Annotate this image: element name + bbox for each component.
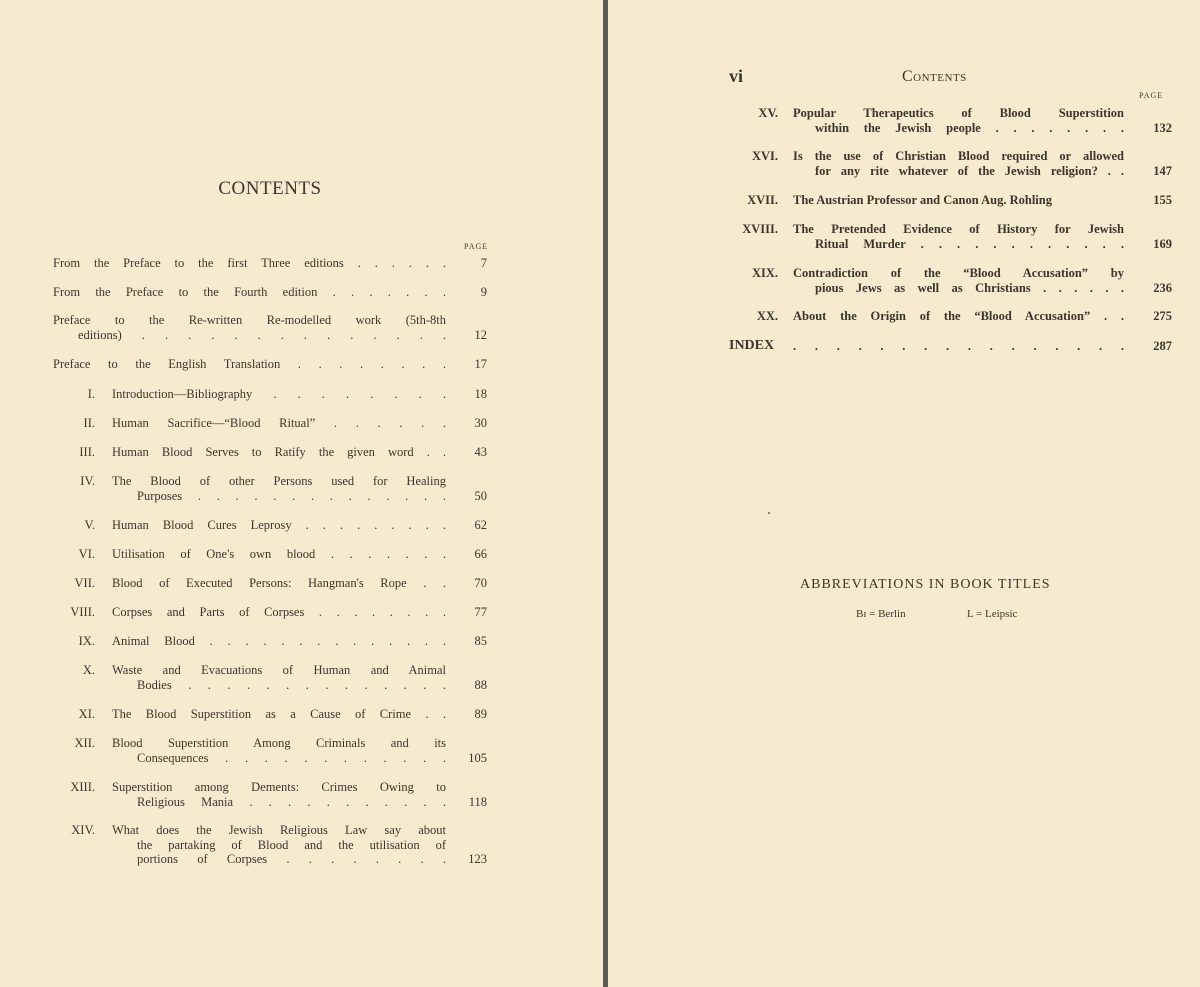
title-line: pious Jews as well as Christians . . . . . . [815,280,1124,295]
chapter-number: XIX. [751,266,778,280]
title-line: Preface to the Re-written Re-modelled work (5th-8th [53,313,446,327]
page-number-ref: 7 [480,256,487,270]
page-number-ref: 275 [1153,309,1172,323]
chapter-number: INDEX [729,338,775,353]
chapter-number: VII. [74,576,95,590]
title-line: The Austrian Professor and Canon Aug. Rohling [793,193,1052,207]
title-line: Animal Blood . . . . . . . . . . . . . . [112,634,446,648]
page-number-ref: 89 [474,707,487,721]
chapter-title [112,416,446,431]
page-column-label: PAGE [464,242,489,251]
chapter-title [112,576,446,591]
title-line: Ritual Murder . . . . . . . . . . . . [815,236,1124,251]
chapter-number: IX. [78,634,95,648]
page-number-ref: 43 [474,445,487,459]
page-column-label: PAGE [1139,91,1164,100]
title-line: Human Blood Serves to Ratify the given word . . [112,445,446,459]
page-number-ref: 18 [474,387,487,401]
chapter-number: I. [87,387,95,401]
title-line: Religious Mania . . . . . . . . . . . [137,794,446,809]
title-line: Human Blood Cures Leprosy . . . . . . . . . [112,518,446,532]
page-number-ref: 287 [1153,339,1172,353]
title-line: Waste and Evacuations of Human and Animal [112,663,446,677]
page-number-ref: 236 [1153,280,1172,295]
print-speck [768,512,770,514]
title-line: Blood Superstition Among Criminals and its [112,736,446,750]
page-number-ref: 123 [468,852,487,867]
page-number-ref: 12 [474,327,487,342]
chapter-title [112,518,446,533]
chapter-title [53,313,446,342]
chapter-title [793,266,1124,295]
title-line: From the Preface to the Fourth edition . . . . . . . [53,285,446,299]
page-number-ref: 9 [480,285,487,299]
title-line: Superstition among Dements: Crimes Owing to [112,780,446,794]
chapter-title [53,256,446,271]
chapter-number: XII. [74,736,95,750]
title-line: Bodies . . . . . . . . . . . . . . [137,677,446,692]
contents-heading: CONTENTS [218,178,322,199]
abbreviations-heading: ABBREVIATIONS IN BOOK TITLES [800,577,1051,592]
chapter-title [112,707,446,722]
chapter-title [112,605,446,620]
chapter-number: VI. [78,547,95,561]
page-number-ref: 132 [1153,120,1172,135]
page-number-ref: 147 [1153,163,1172,178]
title-line: What does the Jewish Religious Law say about [112,823,446,837]
title-line: The Blood Superstition as a Cause of Crime . . [112,707,446,721]
chapter-number: XIII. [70,780,95,794]
abbreviation-item: L = Leipsic [967,608,1018,620]
running-head: Contents [902,68,967,85]
title-line: . . . . . . . . . . . . . . . . [793,339,1124,353]
chapter-number: IV. [80,474,95,488]
title-line: portions of Corpses . . . . . . . . [137,852,446,867]
chapter-title [112,547,446,562]
title-line: editions) . . . . . . . . . . . . . . [78,327,446,342]
chapter-title [793,309,1124,324]
page-number-ref: 88 [474,677,487,692]
chapter-title [793,106,1124,135]
chapter-title [793,222,1124,251]
chapter-title [793,149,1124,178]
title-line: for any rite whatever of the Jewish religion? . . [815,163,1124,178]
chapter-number: XI. [78,707,95,721]
chapter-number: VIII. [70,605,95,619]
chapter-number: III. [79,445,95,459]
chapter-title [112,823,446,867]
title-line: Corpses and Parts of Corpses . . . . . . . . [112,605,446,619]
title-line: Utilisation of One's own blood . . . . . . . [112,547,446,561]
title-line: From the Preface to the first Three editions . . . . . . [53,256,446,270]
chapter-number: V. [84,518,95,532]
chapter-title [112,663,446,692]
chapter-number: XX. [756,309,778,323]
title-line: Introduction—Bibliography . . . . . . . . [112,387,446,401]
chapter-number: XVI. [751,149,778,163]
page-number-ref: 105 [468,750,487,765]
page-number-ref: 118 [468,794,487,809]
chapter-number: XVII. [747,193,778,207]
page-number-ref: 50 [474,488,487,503]
title-line: About the Origin of the “Blood Accusation” . . [793,309,1124,323]
title-line: Purposes . . . . . . . . . . . . . . [137,488,446,503]
title-line: Is the use of Christian Blood required or allowed [793,149,1124,163]
title-line: Human Sacrifice—“Blood Ritual” . . . . . . [112,416,446,430]
chapter-number: X. [82,663,95,677]
chapter-title [112,780,446,809]
chapter-number: XVIII. [742,222,778,236]
page-number-ref: 77 [474,605,487,619]
chapter-number: XV. [758,106,778,120]
page-number-ref: 66 [474,547,487,561]
page-number-ref: 169 [1153,236,1172,251]
chapter-title [112,387,446,402]
abbreviation-item: Bɪ = Berlin [856,608,906,620]
chapter-title [53,357,446,372]
page-number-ref: 62 [474,518,487,532]
chapter-title [112,445,446,460]
chapter-title [112,736,446,765]
chapter-title [793,339,1124,354]
title-line: The Blood of other Persons used for Healing [112,474,446,488]
page-number-ref: 85 [474,634,487,648]
chapter-title [53,285,446,300]
page-number: vi [729,66,744,86]
chapter-title [793,193,1124,208]
page-number-ref: 17 [474,357,487,371]
page-number-ref: 30 [474,416,487,430]
title-line: within the Jewish people . . . . . . . . [815,120,1124,135]
title-line: Popular Therapeutics of Blood Superstition [793,106,1124,120]
title-line: Preface to the English Translation . . . . . . . . [53,357,446,371]
title-line: Blood of Executed Persons: Hangman's Rope . . [112,576,446,590]
page-number-ref: 155 [1153,193,1172,207]
chapter-number: II. [83,416,95,430]
title-line: The Pretended Evidence of History for Jewish [793,222,1124,236]
chapter-title [112,634,446,649]
chapter-title [112,474,446,503]
chapter-number: XIV. [71,823,95,837]
title-line: the partaking of Blood and the utilisation of [137,837,446,852]
right-page [608,0,1200,987]
page-number-ref: 70 [474,576,487,590]
title-line: Contradiction of the “Blood Accusation” by [793,266,1124,280]
title-line: Consequences . . . . . . . . . . . . [137,750,446,765]
